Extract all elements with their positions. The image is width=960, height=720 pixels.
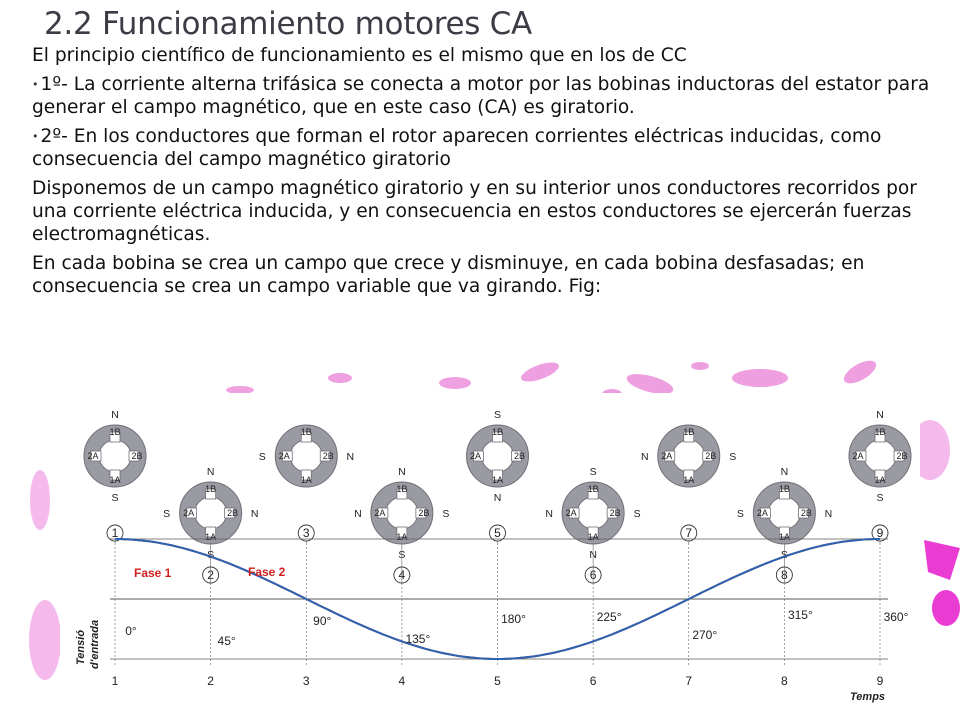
bullet-item-2 [32,125,932,171]
coil-label-1b: 1B [109,427,121,437]
angle-label: 0° [125,624,137,638]
rotor-bore [99,440,131,472]
step-number-bottom: 8 [781,674,788,688]
pole-top-label: N [780,466,789,478]
pole-bottom-label: N [589,549,597,561]
stator-diagram [84,409,146,543]
coil-label-1b: 1B [587,484,599,494]
pole-right-label: N [250,508,259,520]
pole-right-label: N [824,508,833,520]
step-number: 7 [685,526,693,540]
slide-title: 2.2 Funcionamiento motores CA [44,6,532,42]
x-axis-label: Temps [850,691,886,703]
rotor-bore [195,497,227,529]
angle-label: 225° [596,610,622,624]
coil-label-2b: 2B [131,451,143,461]
phase1-label: Fase 1 [134,566,172,580]
rotor-bore [386,497,418,529]
waveform-labels [75,565,909,703]
step-number: 1 [111,526,119,540]
stator-diagram [163,466,258,583]
coil-label-2b: 2B [896,451,908,461]
coil-label-2b: 2B [609,508,621,518]
step-number-bottom: 3 [302,674,310,688]
coil-label-2b: 2B [418,508,430,518]
coil-label-2b: 2B [800,508,812,518]
step-number: 6 [589,568,597,582]
coil-label-1a: 1A [491,475,504,485]
pole-top-label: S [493,409,502,421]
coil-label-1b: 1B [205,484,217,494]
stator-diagram [545,466,640,583]
step-number-bottom: 5 [494,674,501,688]
coil-label-2a: 2A [852,451,864,461]
bullet-dot-icon: • [32,78,39,91]
pole-bottom-label: N [493,492,502,504]
coil-label-2a: 2A [183,508,195,518]
coil-label-1b: 1B [683,427,695,437]
rotor-bore [290,440,322,472]
coil-label-1a: 1A [778,532,790,542]
stator-diagram [849,409,911,543]
coil-label-1a: 1A [683,475,695,485]
step-number: 4 [398,568,406,582]
pole-bottom-label: S [780,549,788,561]
coil-label-2b: 2B [705,451,717,461]
coil-label-1a: 1A [109,475,121,485]
rotor-bore [864,440,896,472]
pole-top-label: N [876,409,884,421]
paragraph-electromagnetic-forces: Disponemos de un campo magnético giratorio y en su interior unos conductores recorridos por una corriente eléctrica inducida, y en consecuencia en estos conductores se ejercerán fuerzas electromagnéticas. [32,178,917,245]
rotor-bore [673,440,705,472]
coil-label-1a: 1A [205,532,217,542]
pole-bottom-label: S [111,492,119,504]
coil-label-1b: 1B [491,427,504,437]
angle-label: 360° [883,610,909,624]
stator-diagram [354,466,449,583]
angle-label: 90° [313,614,332,628]
coil-label-1a: 1A [300,475,312,485]
pole-left-label: N [640,451,649,463]
coil-label-2b: 2B [227,508,239,518]
step-number-bottom: 2 [207,674,214,688]
pole-left-label: S [163,508,171,520]
stator-diagram [641,425,736,543]
step-number: 2 [207,568,214,582]
y-axis-label-line2: d'entrada [89,619,101,669]
pole-right-label: S [442,508,450,520]
pole-right-label: S [729,451,737,463]
bullet-dot-icon: • [32,130,39,143]
angle-label: 45° [217,634,236,648]
stator-diagram [467,409,529,543]
coil-label-1a: 1A [874,475,886,485]
coil-label-1b: 1B [300,427,312,437]
coil-label-1b: 1B [874,427,886,437]
angle-label: 270° [692,628,718,642]
coil-label-2b: 2B [513,451,526,461]
bullet-text-2: 2º- En los conductores que forman el rotor aparecen corrientes eléctricas inducidas, como consecuencia del campo magnético giratorio [32,126,882,170]
bullet-item-1 [32,73,932,119]
bullet-text-1: 1º- La corriente alterna trifásica se conecta a motor por las bobinas inductoras del estator para generar el campo magnético, que en este caso (CA) es giratorio. [32,74,930,118]
pole-left-label: S [258,451,266,463]
coil-label-1b: 1B [396,484,408,494]
step-number-bottom: 7 [685,674,693,688]
intro-paragraph: El principio científico de funcionamiento es el mismo que en los de CC [32,45,687,66]
coil-label-1b: 1B [778,484,790,494]
angle-label: 315° [787,608,813,622]
pole-bottom-label: S [207,549,215,561]
paragraph-rotating-field: En cada bobina se crea un campo que crece y disminuye, en cada bobina desfasadas; en consecuencia se crea un campo variable que va girando. Fig: [32,253,865,297]
step-number-bottom: 1 [111,674,119,688]
pole-right-label: S [633,508,641,520]
step-number: 5 [494,526,501,540]
coil-label-2b: 2B [322,451,334,461]
rotating-field-figure [60,393,920,715]
y-axis-label-line1: Tensió [75,629,87,665]
coil-label-2a: 2A [278,451,290,461]
step-number-bottom: 4 [398,674,406,688]
rotating-field-diagram [60,393,920,715]
step-number: 3 [302,526,310,540]
step-number: 8 [781,568,788,582]
step-number-bottom: 9 [876,674,884,688]
rotor-bore [577,497,609,529]
slide-body [32,44,932,304]
coil-label-2a: 2A [756,508,768,518]
phase2-label: Fase 2 [248,565,286,579]
rotor-bore [768,497,800,529]
pole-bottom-label: S [876,492,884,504]
stator-diagram [259,425,354,543]
coil-label-2a: 2A [565,508,577,518]
stator-diagram [737,466,832,583]
coil-label-2a: 2A [374,508,386,518]
coil-label-2a: 2A [469,451,482,461]
coil-label-1a: 1A [587,532,599,542]
pole-left-label: S [736,508,744,520]
step-number: 9 [876,526,884,540]
angle-label: 135° [405,632,431,646]
pole-top-label: N [111,409,119,421]
pole-top-label: N [206,466,215,478]
coil-label-2a: 2A [661,451,673,461]
pole-right-label: N [346,451,355,463]
coil-label-2a: 2A [87,451,99,461]
pole-bottom-label: S [398,549,406,561]
rotor-bore [482,440,514,472]
pole-top-label: N [398,466,406,478]
pole-top-label: S [589,466,597,478]
coil-label-1a: 1A [396,532,408,542]
step-number-bottom: 6 [589,674,597,688]
pole-left-label: N [354,508,362,520]
pole-left-label: N [545,508,553,520]
angle-label: 180° [501,612,526,626]
